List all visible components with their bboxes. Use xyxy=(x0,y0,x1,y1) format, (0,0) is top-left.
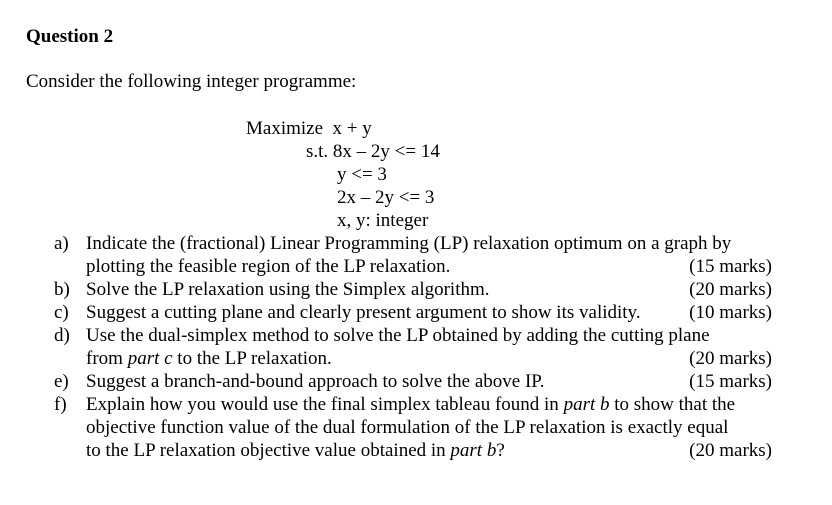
part-f-line3-pre: to the LP relaxation objective value obtained in xyxy=(86,440,451,461)
part-f-line1-post: to show that the xyxy=(609,394,736,415)
part-f-line3-ref: part b xyxy=(450,440,497,461)
part-d-marks: (20 marks) xyxy=(689,348,772,369)
part-c-marks: (10 marks) xyxy=(689,302,772,323)
part-d-line2-pre: from xyxy=(86,348,128,369)
part-f-line3-post: ? xyxy=(496,440,505,461)
part-b-marks: (20 marks) xyxy=(689,279,772,300)
question-heading: Question 2 xyxy=(26,26,114,47)
part-a-text-line1: Indicate the (fractional) Linear Programming (LP) relaxation optimum on a graph by xyxy=(86,233,732,254)
part-b-label: b) xyxy=(54,279,70,300)
part-f-line1-pre: Explain how you would use the final simplex tableau found in xyxy=(86,394,564,415)
part-d-label: d) xyxy=(54,325,70,346)
part-e-text: Suggest a branch-and-bound approach to solve the above IP. xyxy=(86,371,545,392)
part-f-marks: (20 marks) xyxy=(689,440,772,461)
part-f-line1-ref: part b xyxy=(563,394,610,415)
part-d-text-line1: Use the dual-simplex method to solve the LP obtained by adding the cutting plane xyxy=(86,325,710,346)
question-intro: Consider the following integer programme: xyxy=(26,71,357,92)
part-f-text-line1 xyxy=(86,394,735,416)
variable-domain: x, y: integer xyxy=(337,210,429,231)
part-d-text-line2 xyxy=(86,348,332,370)
objective-line: Maximize x + y xyxy=(246,118,372,139)
part-d-line2-ref: part c xyxy=(127,348,173,369)
part-e-marks: (15 marks) xyxy=(689,371,772,392)
part-c-label: c) xyxy=(54,302,69,323)
constraint-1: s.t. 8x – 2y <= 14 xyxy=(306,141,440,162)
part-b-text: Solve the LP relaxation using the Simplex algorithm. xyxy=(86,279,490,300)
part-a-text-line2: plotting the feasible region of the LP relaxation. xyxy=(86,256,451,277)
constraint-3: 2x – 2y <= 3 xyxy=(337,187,435,208)
part-d-line2-post: to the LP relaxation. xyxy=(172,348,332,369)
part-a-marks: (15 marks) xyxy=(689,256,772,277)
part-f-label: f) xyxy=(54,394,67,415)
constraint-2: y <= 3 xyxy=(337,164,387,185)
part-f-text-line3 xyxy=(86,440,505,462)
part-e-label: e) xyxy=(54,371,69,392)
part-a-label: a) xyxy=(54,233,69,254)
part-c-text: Suggest a cutting plane and clearly present argument to show its validity. xyxy=(86,302,641,323)
part-f-text-line2: objective function value of the dual formulation of the LP relaxation is exactly equal xyxy=(86,417,729,438)
